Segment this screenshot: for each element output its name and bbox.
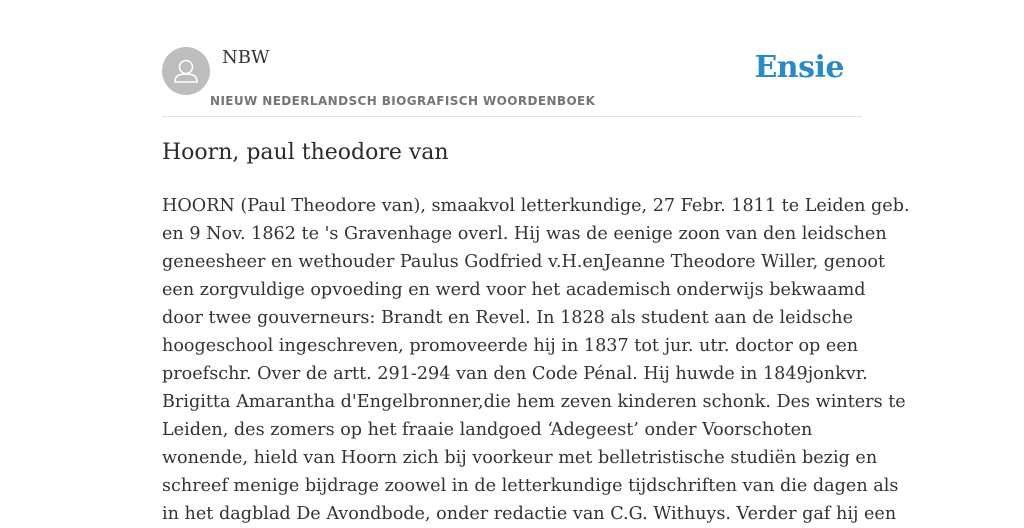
article-body <box>162 192 910 528</box>
article-body-line: door twee gouverneurs: Brandt en Revel. In 1828 als student aan de leidsche <box>162 308 854 328</box>
article-body-line: een zorgvuldige opvoeding en werd voor het academisch onderwijs bekwaamd <box>162 280 866 300</box>
article-body-line: schreef menige bijdrage zoowel in de letterkundige tijdschriften van die dagen als <box>162 476 899 496</box>
source-header <box>162 0 862 117</box>
article-body-line: hoogeschool ingeschreven, promoveerde hij in 1837 tot jur. utr. doctor op een <box>162 336 859 356</box>
article-body-line: en 9 Nov. 1862 te 's Gravenhage overl. Hij was de eenige zoon van den leidschen <box>162 224 887 244</box>
article-body-line: Brigitta Amarantha d'Engelbronner,die hem zeven kinderen schonk. Des winters te <box>162 392 906 412</box>
article-body-line: geneesheer en wethouder Paulus Godfried v.H.enJeanne Theodore Willer, genoot <box>162 252 886 272</box>
article-title: Hoorn, paul theodore van <box>162 140 449 165</box>
article-body-line: in het dagblad De Avondbode, onder redactie van C.G. Withuys. Verder gaf hij een <box>162 504 897 524</box>
article-body-line: HOORN (Paul Theodore van), smaakvol letterkundige, 27 Febr. 1811 te Leiden geb. <box>162 196 910 216</box>
source-short-name[interactable]: NBW <box>222 47 270 68</box>
source-full-name: NIEUW NEDERLANDSCH BIOGRAFISCH WOORDENBOEK <box>210 94 596 108</box>
article-body-line: wonende, hield van Hoorn zich bij voorkeur met belletristische studiën bezig en <box>162 448 878 468</box>
article-body-line: proefschr. Over de artt. 291-294 van den Code Pénal. Hij huwde in 1849jonkvr. <box>162 364 868 384</box>
article-body-line: Leiden, des zomers op het fraaie landgoed ‘Adegeest’ onder Voorschoten <box>162 420 813 440</box>
article-page <box>162 0 910 524</box>
person-icon <box>162 47 210 95</box>
source-avatar[interactable] <box>162 47 210 95</box>
brand-logo[interactable]: Ensie <box>754 50 844 85</box>
